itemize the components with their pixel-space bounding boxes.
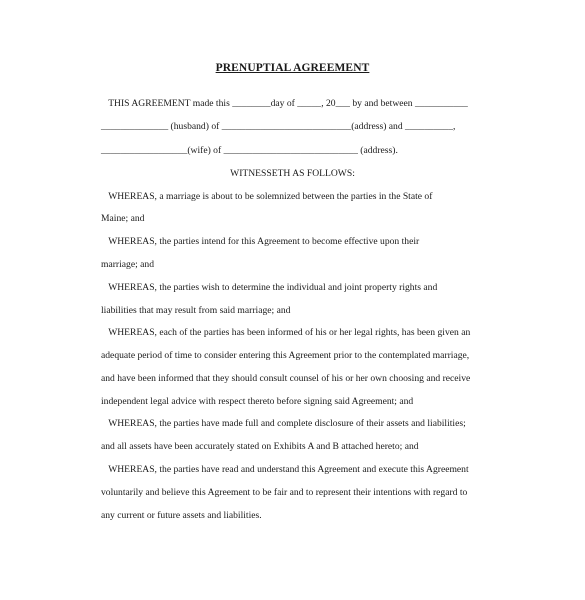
- whereas-property-line-1: WHEREAS, the parties wish to determine the individual and joint property rights and: [101, 282, 438, 293]
- whereas-intend-line-2: marriage; and: [101, 259, 155, 270]
- whereas-informed-line-3: and have been informed that they should consult counsel of his or her own choosing and receive: [101, 373, 471, 384]
- whereas-disclosure-line-1: WHEREAS, the parties have made full and complete disclosure of their assets and liabilities;: [101, 418, 466, 429]
- witnesseth-heading: WITNESSETH AS FOLLOWS:: [230, 168, 355, 179]
- whereas-informed-line-4: independent legal advice with respect thereto before signing said Agreement; and: [101, 396, 414, 407]
- agreement-date-parties-line: THIS AGREEMENT made this ________day of _____, 20___ by and between ___________: [101, 98, 468, 109]
- whereas-marriage-line-2: Maine; and: [101, 213, 145, 224]
- whereas-intend-line-1: WHEREAS, the parties intend for this Agreement to become effective upon their: [101, 236, 420, 247]
- husband-line: ______________ (husband) of ___________________________(address) and __________,: [101, 121, 456, 132]
- whereas-informed-line-2: adequate period of time to consider entering this Agreement prior to the contemplated marriage,: [101, 350, 470, 361]
- whereas-execute-line-2: voluntarily and believe this Agreement to be fair and to represent their intentions with regard to: [101, 487, 468, 498]
- whereas-informed-line-1: WHEREAS, each of the parties has been informed of his or her legal rights, has been given an: [101, 327, 471, 338]
- whereas-property-line-2: liabilities that may result from said marriage; and: [101, 305, 291, 316]
- whereas-disclosure-line-2: and all assets have been accurately stated on Exhibits A and B attached hereto; and: [101, 441, 419, 452]
- whereas-execute-line-3: any current or future assets and liabilities.: [101, 510, 262, 521]
- whereas-marriage-line-1: WHEREAS, a marriage is about to be solemnized between the parties in the State of: [101, 191, 433, 202]
- wife-line: __________________(wife) of ____________________________ (address).: [101, 145, 398, 156]
- document-title: PRENUPTIAL AGREEMENT: [215, 62, 370, 74]
- whereas-execute-line-1: WHEREAS, the parties have read and understand this Agreement and execute this Agreement: [101, 464, 469, 475]
